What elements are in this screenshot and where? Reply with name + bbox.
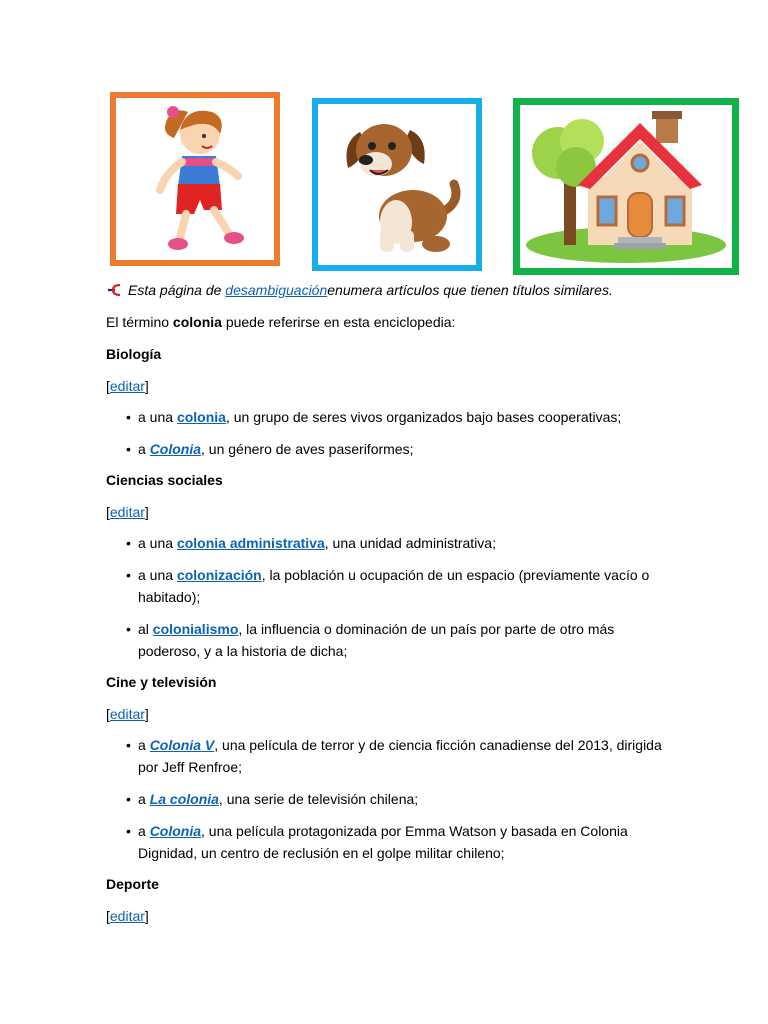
section-heading-cine-y-television: Cine y televisión — [106, 674, 217, 690]
list-item: • a una colonia administrativa, una unidad administrativa; — [106, 532, 676, 554]
item-link[interactable]: colonia — [176, 409, 226, 425]
edit-section-link: [editar] — [106, 378, 149, 394]
edit-link[interactable]: editar — [109, 378, 145, 394]
intro-text-post: puede referirse en esta enciclopedia: — [221, 314, 456, 330]
edit-link[interactable]: editar — [109, 706, 145, 722]
section-heading-deporte: Deporte — [106, 876, 159, 892]
dog-image-frame — [312, 98, 482, 271]
intro-term: colonia — [172, 314, 222, 330]
section-list-biologia — [106, 406, 676, 460]
disambiguation-icon — [106, 284, 122, 296]
section-heading-biologia: Biología — [106, 346, 162, 362]
image-strip — [0, 0, 768, 280]
intro-paragraph — [106, 312, 676, 332]
edit-link[interactable]: editar — [109, 908, 145, 924]
notice-text-pre: Esta página de — [128, 282, 222, 298]
item-link[interactable]: Colonia — [149, 823, 202, 839]
house-icon — [520, 105, 732, 268]
item-link[interactable]: colonización — [176, 567, 262, 583]
intro-text-pre: El término — [106, 314, 173, 330]
edit-link[interactable]: editar — [109, 504, 145, 520]
disambiguation-link[interactable]: desambiguación — [225, 282, 328, 298]
item-link[interactable]: colonialismo — [152, 621, 239, 637]
section-list-ciencias-sociales — [106, 532, 676, 662]
house-image-frame — [513, 98, 739, 275]
section-heading-ciencias-sociales: Ciencias sociales — [106, 472, 223, 488]
list-item: • a La colonia, una serie de televisión chilena; — [106, 788, 676, 810]
item-link[interactable]: Colonia V — [149, 737, 215, 753]
girl-walking-icon — [116, 98, 274, 260]
list-item: • a una colonización, la población u ocupación de un espacio (previamente vacío o habitado); — [106, 564, 676, 608]
list-item: • a una colonia, un grupo de seres vivos organizados bajo bases cooperativas; — [106, 406, 676, 428]
edit-section-link: [editar] — [106, 908, 149, 924]
disambiguation-notice — [106, 280, 676, 300]
item-link[interactable]: La colonia — [149, 791, 219, 807]
list-item: • al colonialismo, la influencia o dominación de un país por parte de otro más poderoso, y a la historia de dicha; — [106, 618, 676, 662]
edit-section-link: [editar] — [106, 504, 149, 520]
item-link[interactable]: colonia administrativa — [176, 535, 325, 551]
list-item: • a Colonia V, una película de terror y de ciencia ficción canadiense del 2013, dirigida por Jeff Renfroe; — [106, 734, 676, 778]
girl-image-frame — [110, 92, 280, 266]
list-item: • a Colonia, un género de aves paseriformes; — [106, 438, 676, 460]
item-link[interactable]: Colonia — [149, 441, 202, 457]
section-list-cine-y-television — [106, 734, 676, 864]
list-item: • a Colonia, una película protagonizada por Emma Watson y basada en Colonia Dignidad, un centro de reclusión en el golpe militar chileno; — [106, 820, 676, 864]
notice-text-post: enumera artículos que tienen títulos similares. — [327, 282, 613, 298]
article-body — [106, 280, 676, 926]
dog-icon — [318, 104, 476, 265]
edit-section-link: [editar] — [106, 706, 149, 722]
